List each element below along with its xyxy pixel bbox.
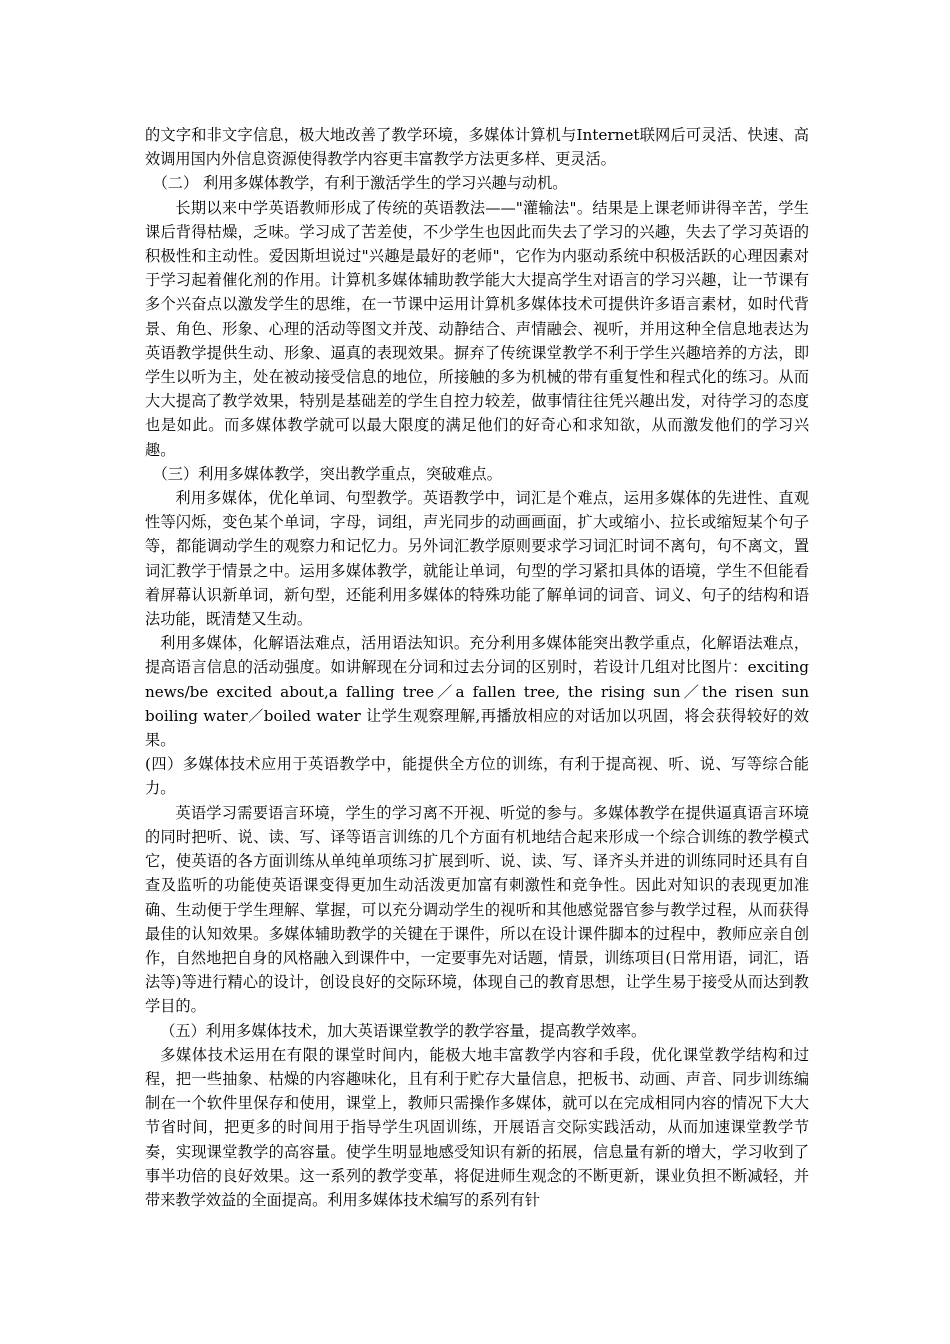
paragraph-grammar: 利用多媒体，化解语法难点，活用语法知识。充分利用多媒体能突出教学重点，化解语法难点，提高语言信息的活动强度。如讲解现在分词和过去分词的区别时，若设计几组对比图片：exciting news/be excited about,a falling tree／a fallen tree, the rising sun／the risen sun boiling water／boiled water 让学生观察理解,再播放相应的对话加以巩固，将会获得较好的效果。 [145, 634, 809, 750]
section-heading-4: (四）多媒体技术应用于英语教学中，能提供全方位的训练，有利于提高视、听、说、写等综合能力。 [145, 755, 809, 798]
section-heading-2: （二） 利用多媒体教学，有利于激活学生的学习兴趣与动机。 [152, 174, 568, 193]
section-heading-3: （三）利用多媒体教学，突出教学重点，突破难点。 [152, 464, 502, 483]
paragraph-intro-continuation: 的文字和非文字信息，极大地改善了教学环境，多媒体计算机与Internet联网后可灵活、快速、高效调用国内外信息资源使得教学内容更丰富教学方法更多样、更灵活。 [145, 126, 809, 169]
paragraph-section-5: 多媒体技术运用在有限的课堂时间内，能极大地丰富教学内容和手段，优化课堂教学结构和过程，把一些抽象、枯燥的内容趣味化，且有利于贮存大量信息，把板书、动画、声音、同步训练编制在一个软件里保存和使用，课堂上，教师只需操作多媒体，就可以在完成相同内容的情况下大大节省时间，把更多的时间用于指导学生巩固训练，开展语言交际实践活动，从而加速课堂教学节奏，实现课堂教学的高容量。使学生明显地感受知识有新的拓展，信息量有新的增大，学习收到了事半功倍的良好效果。这一系列的教学变革，将促进师生观念的不断更新，课业负担不断减轻，并带来教学效益的全面提高。利用多媒体技术编写的系列有针 [145, 1045, 809, 1209]
paragraph-section-2: 长期以来中学英语教师形成了传统的英语教法——"灌输法"。结果是上课老师讲得辛苦，学生课后背得枯燥，乏味。学习成了苦差使，不少学生也因此而失去了学习的兴趣，失去了学习英语的积极性和主动性。爱因斯坦说过"兴趣是最好的老师"，它作为内驱动系统中积极活跃的心理因素对于学习起着催化剂的作用。计算机多媒体辅助教学能大大提高学生对语言的学习兴趣，让一节课有多个兴奋点以激发学生的思维，在一节课中运用计算机多媒体技术可提供许多语言素材，如时代背景、角色、形象、心理的活动等图文并茂、动静结合、声情融会、视听，并用这种全信息地表达为英语教学提供生动、形象、逼真的表现效果。摒弃了传统课堂教学不利于学生兴趣培养的方法，即学生以听为主，处在被动接受信息的地位，所接触的多为机械的带有重复性和程式化的练习。从而大大提高了教学效果，特别是基础差的学生自控力较差，做事情往往凭兴趣出发，对待学习的态度也是如此。而多媒体教学就可以最大限度的满足他们的好奇心和求知欲，从而激发他们的学习兴趣。 [145, 198, 809, 459]
section-heading-5: （五）利用多媒体技术，加大英语课堂教学的教学容量，提高教学效率。 [160, 1021, 647, 1040]
paragraph-vocabulary: 利用多媒体，优化单词、句型教学。英语教学中，词汇是个难点，运用多媒体的先进性、直观性等闪烁，变色某个单词，字母，词组，声光同步的动画画面，扩大或缩小、拉长或缩短某个句子等，都能调动学生的观察力和记忆力。另外词汇教学原则要求学习词汇时词不离句，句不离文，置词汇教学于情景之中。运用多媒体教学，就能让单词，句型的学习紧扣具体的语境，学生不但能看着屏幕认识新单词，新句型，还能利用多媒体的特殊功能了解单词的词音、词义、句子的结构和语法功能，既清楚又生动。 [145, 489, 809, 629]
document-body [145, 123, 809, 1212]
paragraph-section-4: 英语学习需要语言环境，学生的学习离不开视、听觉的参与。多媒体教学在提供逼真语言环境的同时把听、说、读、写、译等语言训练的几个方面有机地结合起来形成一个综合训练的教学模式它，使英语的各方面训练从单纯单项练习扩展到听、说、读、写、译齐头并进的训练同时还具有自查及监听的功能使英语课变得更加生动活泼更加富有刺激性和竞争性。因此对知识的表现更加准确、生动便于学生理解、掌握，可以充分调动学生的视听和其他感觉器官参与教学过程，从而获得最佳的认知效果。多媒体辅助教学的关键在于课件，所以在设计课件脚本的过程中，教师应亲自创作，自然地把自身的风格融入到课件中，一定要事先对话题，情景，训练项目(日常用语，词汇，语法等)等进行精心的设计，创设良好的交际环境，体现自己的教育思想，让学生易于接受从而达到教学目的。 [145, 803, 809, 1016]
